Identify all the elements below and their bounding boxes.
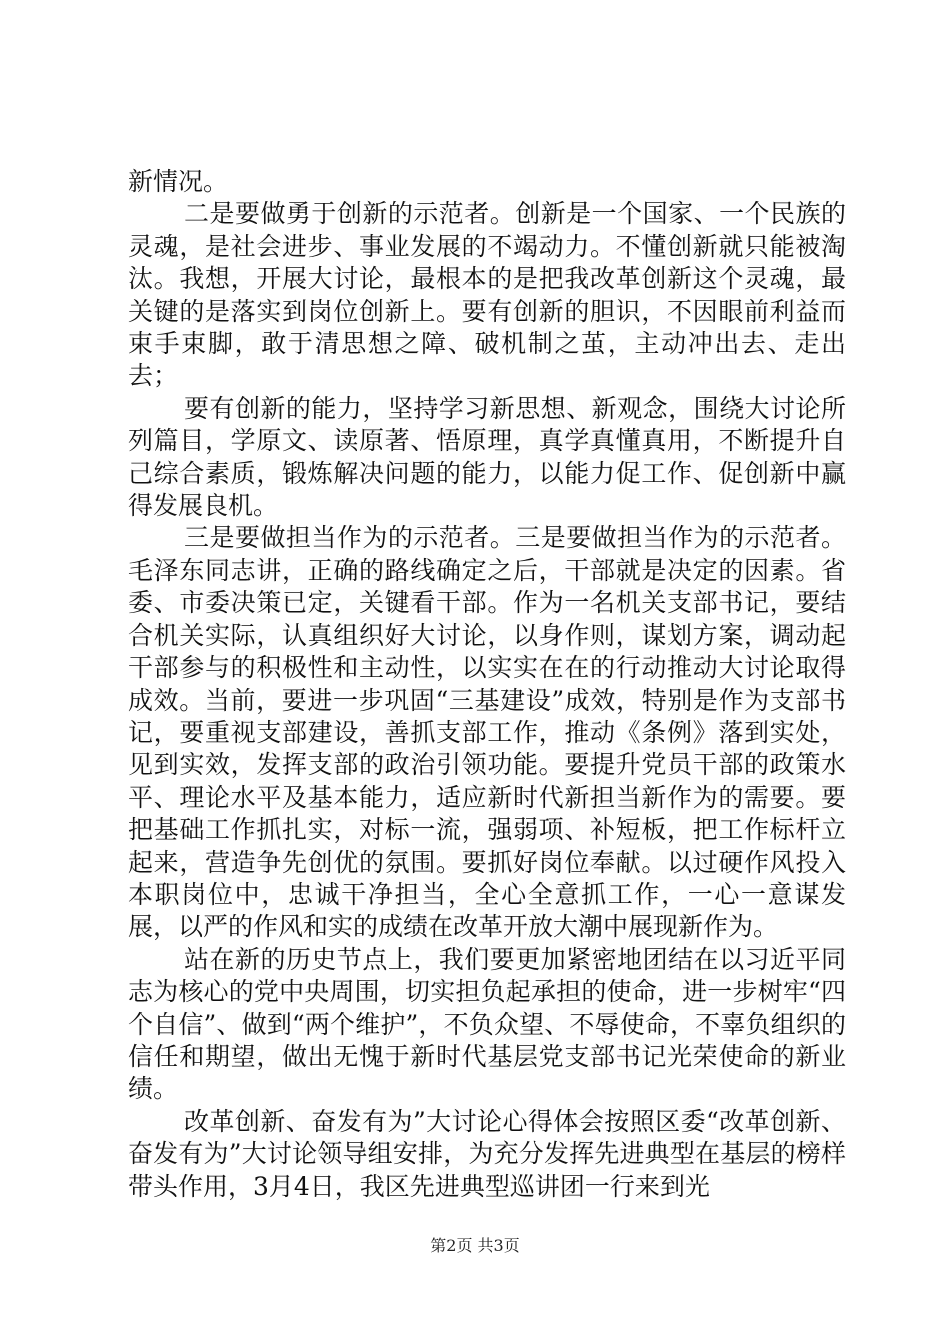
paragraph-1: 新情况。 xyxy=(128,167,229,196)
paragraph-4: 三是要做担当作为的示范者。三是要做担当作为的示范者。毛泽东同志讲，正确的路线确定之后，干部就是决定的因素。省委、市委决策已定，关键看干部。作为一名机关支部书记，要结合机关实际，认真组织好大讨论，以身作则，谋划方案，调动起干部参与的积极性和主动性，以实实在在的行动推动大讨论取得成效。当前，要进一步巩固“三基建设”成效，特别是作为支部书记，要重视支部建设，善抓支部工作，推动《条例》落到实处，见到实效，发挥支部的政治引领功能。要提升党员干部的政策水平、理论水平及基本能力，适应新时代新担当新作为的需要。要把基础工作抓扎实，对标一流，强弱项、补短板，把工作标杆立起来，营造争先创优的氛围。要抓好岗位奉献。以过硬作风投入本职岗位中，忠诚干净担当，全心全意抓工作，一心一意谋发展，以严的作风和实的成绩在改革开放大潮中展现新作为。 xyxy=(128,523,846,942)
document-body xyxy=(128,166,846,1203)
paragraph-3: 要有创新的能力，坚持学习新思想、新观念，围绕大讨论所列篇目，学原文、读原著、悟原理，真学真懂真用，不断提升自己综合素质，锻炼解决问题的能力，以能力促工作、促创新中赢得发展良机。 xyxy=(128,393,846,521)
paragraph-2: 二是要做勇于创新的示范者。创新是一个国家、一个民族的灵魂，是社会进步、事业发展的不竭动力。不懂创新就只能被淘汰。我想，开展大讨论，最根本的是把我改革创新这个灵魂，最关键的是落实到岗位创新上。要有创新的胆识，不因眼前利益而束手束脚，敢于清思想之障、破机制之茧，主动冲出去、走出去； xyxy=(128,199,846,391)
paragraph-6: 改革创新、奋发有为”大讨论心得体会按照区委“改革创新、奋发有为”大讨论领导组安排，为充分发挥先进典型在基层的榜样带头作用，3月4日，我区先进典型巡讲团一行来到光 xyxy=(128,1106,846,1201)
page-footer xyxy=(0,1236,950,1256)
page-number-label: 第2页 共3页 xyxy=(430,1236,520,1255)
paragraph-5: 站在新的历史节点上，我们要更加紧密地团结在以习近平同志为核心的党中央周围，切实担负起承担的使命，进一步树牢“四个自信”、做到“两个维护”，不负众望、不辱使命，不辜负组织的信任和期望，做出无愧于新时代基层党支部书记光荣使命的新业绩。 xyxy=(128,944,846,1104)
